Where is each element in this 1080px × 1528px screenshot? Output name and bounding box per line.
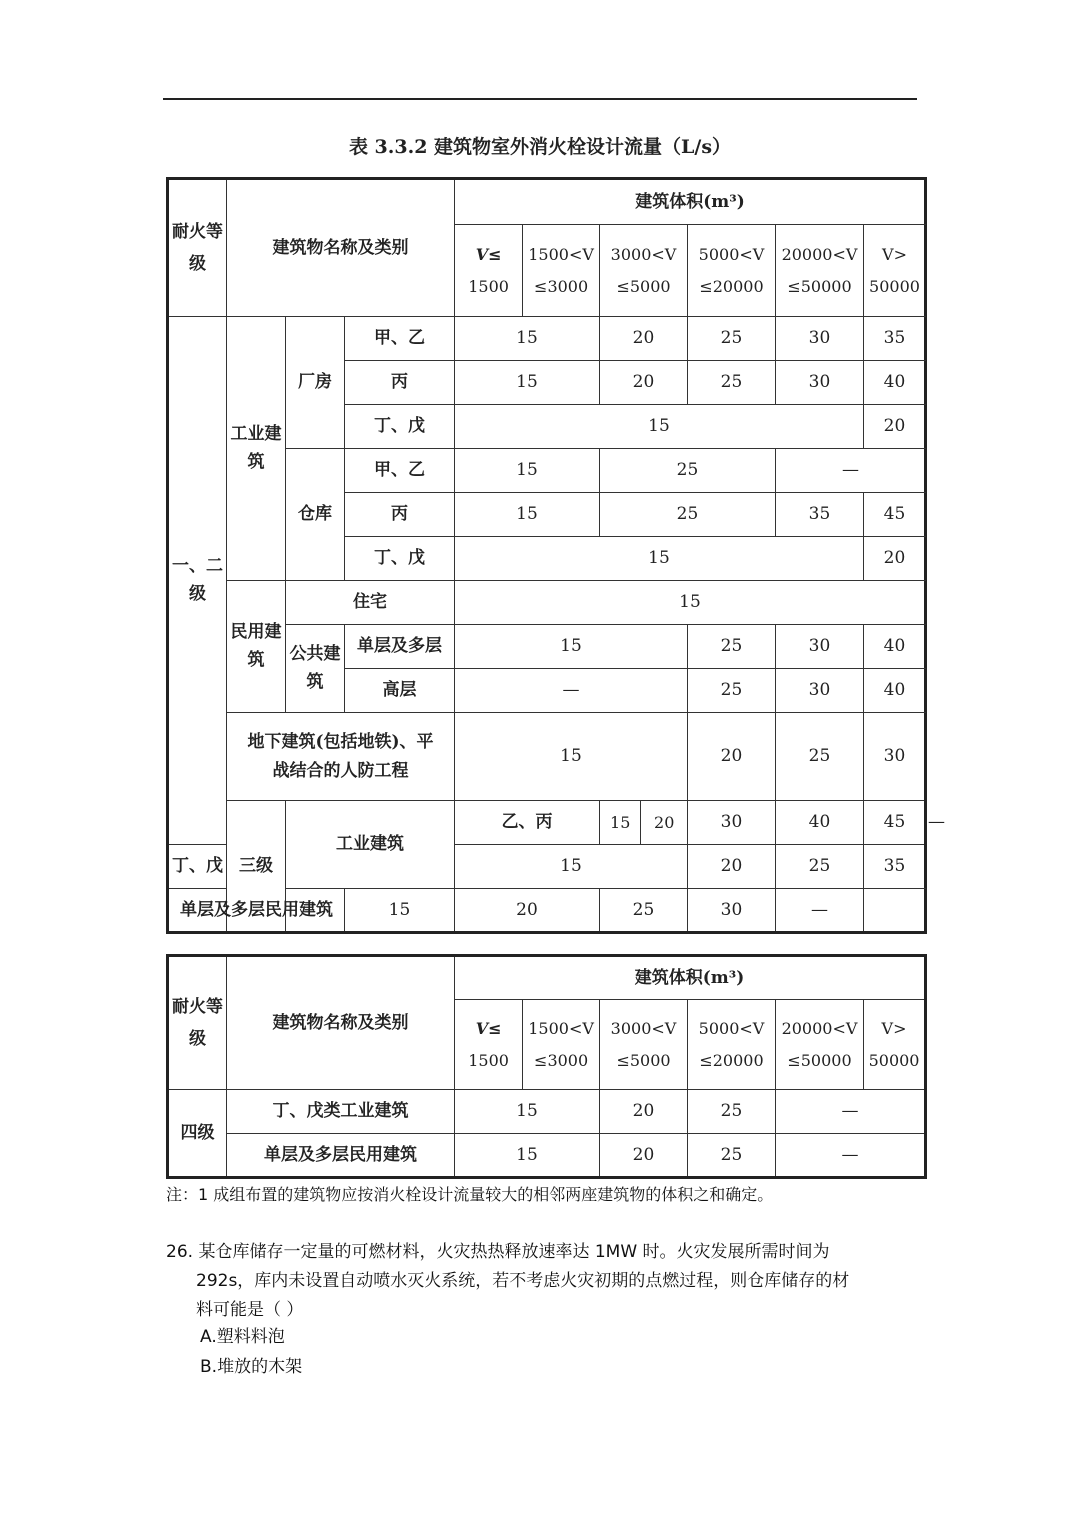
cell: 25 bbox=[688, 317, 776, 361]
cell: 25 bbox=[776, 713, 864, 801]
cell: 35 bbox=[776, 493, 864, 537]
table-note: 注：1 成组布置的建筑物应按消火栓设计流量较大的相邻两座建筑物的体积之和确定。 bbox=[166, 1185, 774, 1204]
underground-label: 地下建筑(包括地铁)、平战结合的人防工程 bbox=[227, 713, 455, 801]
warehouse-ding-wu: 丁、戊 bbox=[345, 537, 455, 581]
grade-4-label: 四级 bbox=[168, 1090, 227, 1178]
t2-header-volume: 建筑体积(m³) bbox=[455, 956, 926, 1000]
col2-b: ≤3000 bbox=[534, 276, 589, 296]
cell: 25 bbox=[688, 361, 776, 405]
grade4-ding-wu-label: 丁、戊类工业建筑 bbox=[227, 1090, 455, 1134]
cell: 15 bbox=[455, 449, 600, 493]
factory-jia-yi: 甲、乙 bbox=[345, 317, 455, 361]
question-line-3: 料可能是（ ） bbox=[196, 1300, 304, 1320]
cell: — bbox=[776, 1090, 926, 1134]
cell: 15 bbox=[455, 845, 688, 889]
cell: 25 bbox=[688, 669, 776, 713]
cell: — bbox=[776, 1134, 926, 1178]
cell: 25 bbox=[776, 845, 864, 889]
header-col6 bbox=[864, 225, 926, 317]
grade3-yi-bing: 乙、丙 bbox=[455, 801, 600, 845]
cell: 15 bbox=[455, 361, 600, 405]
cell: 15 bbox=[600, 801, 641, 844]
cell: 25 bbox=[688, 1090, 776, 1134]
t2-header-building-category: 建筑物名称及类别 bbox=[227, 956, 455, 1090]
cell: 20 bbox=[654, 812, 675, 832]
cell: 40 bbox=[864, 625, 926, 669]
flow-table-main: 耐火等级 建筑物名称及类别 建筑体积(m³) V≤ 1500 1500<V ≤3000 3000<V ≤5000 5000<V ≤20000 20000<V ≤50000 V> 50000 一、二级 工业建筑 厂房 甲、乙 15 20 25 30 35 丙 15 20 25 30 40 丁、戊 15 20 仓库 甲、乙 15 25 — 丙 15 25 35 45 丁、戊 15 20 民用建筑 住宅 15 公共建筑 单层及多层 15 25 30 40 高层 — 25 30 40 地下建筑(包括地铁)、平战结合的人防工程 15 20 25 30 三级 工业建筑 乙、丙 15 20 30 40 45 — 丁、戊 15 20 25 35 单层及多层民用建筑 15 20 25 30 — bbox=[166, 177, 927, 934]
cell: 20 bbox=[688, 845, 776, 889]
cell: 30 bbox=[864, 713, 926, 801]
cell: 15 bbox=[345, 889, 455, 933]
cell: 25 bbox=[600, 889, 688, 933]
cell: — bbox=[776, 449, 926, 493]
flow-table-grade4 bbox=[166, 954, 927, 1179]
cell: 40 bbox=[864, 669, 926, 713]
question-text-1: 某仓库储存一定量的可燃材料，火灾热热释放速率达 1MW 时。火灾发展所需时间为 bbox=[198, 1242, 830, 1262]
cell: 25 bbox=[600, 493, 776, 537]
cell: 35 bbox=[864, 845, 926, 889]
cell: 25 bbox=[688, 1134, 776, 1178]
question-block bbox=[166, 1238, 926, 1325]
option-a[interactable]: A.塑料料泡 bbox=[200, 1327, 285, 1347]
cell: 20 bbox=[600, 1134, 688, 1178]
option-b[interactable]: B.堆放的木架 bbox=[200, 1357, 303, 1377]
col3-a: 3000<V bbox=[610, 244, 677, 264]
t2-col5-a: 20000<V bbox=[781, 1018, 858, 1038]
question-line-1 bbox=[166, 1238, 926, 1267]
col6-b: 50000 bbox=[869, 276, 920, 296]
t2-col1-a: V≤ bbox=[475, 1018, 502, 1038]
cell: 15 bbox=[455, 713, 688, 801]
cell: 30 bbox=[688, 801, 776, 845]
cell: 40 bbox=[864, 361, 926, 405]
warehouse-bing: 丙 bbox=[345, 493, 455, 537]
t2-col6-a: V> bbox=[881, 1018, 907, 1038]
cell: 20 bbox=[455, 889, 600, 933]
cell: 30 bbox=[776, 669, 864, 713]
t2-header-col4 bbox=[688, 1000, 776, 1090]
t2-header-col3 bbox=[600, 1000, 688, 1090]
col1-b: 1500 bbox=[468, 276, 509, 296]
header-col5 bbox=[776, 225, 864, 317]
cell: 15 bbox=[455, 493, 600, 537]
t2-header-fire-grade: 耐火等级 bbox=[168, 956, 227, 1090]
col5-a: 20000<V bbox=[781, 244, 858, 264]
warehouse-jia-yi: 甲、乙 bbox=[345, 449, 455, 493]
header-building-category: 建筑物名称及类别 bbox=[227, 179, 455, 317]
cell: 15 bbox=[455, 405, 864, 449]
cell: 25 bbox=[688, 625, 776, 669]
grade3-split-cell bbox=[600, 801, 688, 845]
cell: 40 bbox=[776, 801, 864, 845]
cell: — bbox=[776, 889, 864, 933]
cell: 30 bbox=[688, 889, 776, 933]
t2-col1-b: 1500 bbox=[468, 1050, 509, 1070]
public-label: 公共建筑 bbox=[286, 625, 345, 713]
t2-col4-b: ≤20000 bbox=[699, 1050, 764, 1070]
grade3-civil-label: 单层及多层民用建筑 bbox=[168, 889, 345, 933]
cell: 20 bbox=[600, 317, 688, 361]
cell: 20 bbox=[864, 405, 926, 449]
cell: 35 bbox=[864, 317, 926, 361]
grade3-industrial-label: 工业建筑 bbox=[286, 801, 455, 889]
cell: 25 bbox=[600, 449, 776, 493]
col3-b: ≤5000 bbox=[616, 276, 671, 296]
t2-col4-a: 5000<V bbox=[698, 1018, 765, 1038]
cell: 30 bbox=[776, 317, 864, 361]
grade-12-label: 一、二级 bbox=[168, 317, 227, 845]
cell: 15 bbox=[455, 317, 600, 361]
table-caption: 表 3.3.2 建筑物室外消火栓设计流量（L/s） bbox=[348, 136, 732, 158]
high-rise-label: 高层 bbox=[345, 669, 455, 713]
header-fire-grade: 耐火等级 bbox=[168, 179, 227, 317]
cell: 30 bbox=[776, 361, 864, 405]
industrial-label: 工业建筑 bbox=[227, 317, 286, 581]
header-col4 bbox=[688, 225, 776, 317]
cell: 20 bbox=[688, 713, 776, 801]
t2-col2-a: 1500<V bbox=[528, 1018, 594, 1038]
cell: — bbox=[455, 669, 688, 713]
t2-col3-b: ≤5000 bbox=[616, 1050, 671, 1070]
t2-col5-b: ≤50000 bbox=[787, 1050, 852, 1070]
factory-ding-wu: 丁、戊 bbox=[345, 405, 455, 449]
t2-col3-a: 3000<V bbox=[610, 1018, 677, 1038]
cell: 20 bbox=[600, 361, 688, 405]
cell: 15 bbox=[455, 581, 926, 625]
cell: 30 bbox=[776, 625, 864, 669]
cell: 45 bbox=[864, 493, 926, 537]
cell: 15 bbox=[455, 1090, 600, 1134]
col5-b: ≤50000 bbox=[787, 276, 852, 296]
t2-header-vol-composite bbox=[455, 1000, 600, 1090]
factory-bing: 丙 bbox=[345, 361, 455, 405]
header-vol-composite bbox=[455, 225, 600, 317]
question-line-2: 292s，库内未设置自动喷水灭火系统，若不考虑火灾初期的点燃过程，则仓库储存的材 bbox=[196, 1271, 850, 1291]
single-multi-label: 单层及多层 bbox=[345, 625, 455, 669]
cell: 15 bbox=[455, 1134, 600, 1178]
cell: 45 bbox=[864, 801, 926, 845]
cell: 20 bbox=[864, 537, 926, 581]
col4-b: ≤20000 bbox=[699, 276, 764, 296]
civil-label: 民用建筑 bbox=[227, 581, 286, 713]
t2-header-col5 bbox=[776, 1000, 864, 1090]
residence-label: 住宅 bbox=[286, 581, 455, 625]
cell: 20 bbox=[600, 1090, 688, 1134]
t2-col6-b: 50000 bbox=[868, 1050, 920, 1070]
grade3-ding-wu: 丁、戊 bbox=[168, 845, 227, 889]
t2-header-col6 bbox=[864, 1000, 926, 1090]
answer-options bbox=[200, 1322, 302, 1382]
grade4-civil-label: 单层及多层民用建筑 bbox=[227, 1134, 455, 1178]
col1-a: V≤ bbox=[475, 244, 502, 264]
top-rule bbox=[163, 98, 917, 100]
cell: 15 bbox=[455, 537, 864, 581]
col2-a: 1500<V bbox=[528, 244, 594, 264]
header-col3 bbox=[600, 225, 688, 317]
question-number: 26. bbox=[166, 1242, 194, 1262]
grade-3-label: 三级 bbox=[227, 801, 286, 933]
col4-a: 5000<V bbox=[698, 244, 765, 264]
t2-col2-b: ≤3000 bbox=[534, 1050, 589, 1070]
header-volume: 建筑体积(m³) bbox=[455, 179, 926, 225]
cell: 15 bbox=[455, 625, 688, 669]
factory-label: 厂房 bbox=[286, 317, 345, 449]
col6-a: V> bbox=[882, 244, 907, 264]
warehouse-label: 仓库 bbox=[286, 449, 345, 581]
